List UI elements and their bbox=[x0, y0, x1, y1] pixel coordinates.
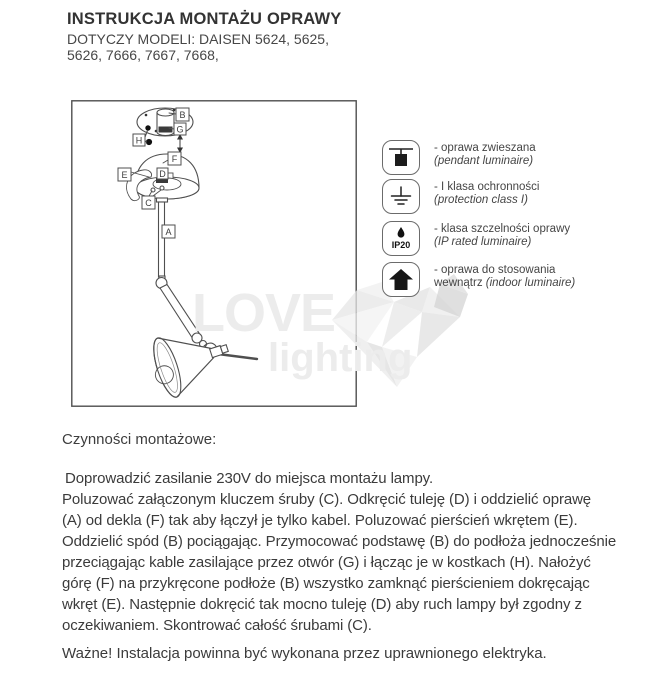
instruction-line: oczekiwaniem. Skontrować całość śrubami (C). bbox=[62, 617, 372, 634]
diagram-label-g bbox=[174, 123, 186, 135]
svg-text:H: H bbox=[135, 135, 143, 146]
diagram-label-b bbox=[176, 108, 189, 121]
svg-text:E: E bbox=[121, 170, 128, 180]
vertical-adjust-arrow bbox=[177, 134, 183, 153]
instruction-line: Poluzować załączonym kluczem śruby (C). Odkręcić tuleję (D) i oddzielić oprawę bbox=[62, 491, 592, 508]
svg-text:A: A bbox=[165, 227, 172, 237]
pendant-luminaire-icon bbox=[382, 140, 420, 175]
diagram-label-d bbox=[157, 168, 168, 179]
instruction-line: Doprowadzić zasilanie 230V do miejsca montażu lampy. bbox=[65, 470, 434, 487]
legend-label: - klasa szczelności oprawy bbox=[434, 223, 571, 235]
legend-row-ip-rating bbox=[382, 221, 570, 256]
page-title: INSTRUKCJA MONTAŻU OPRAWY bbox=[67, 10, 342, 28]
indoor-luminaire-icon bbox=[382, 262, 420, 297]
assembly-instructions bbox=[62, 468, 616, 636]
models-line-1: DOTYCZY MODELI: DAISEN 5624, 5625, bbox=[67, 31, 329, 47]
legend-sublabel: wewnątrz (indoor luminaire) bbox=[434, 277, 576, 289]
legend-label: - oprawa do stosowania bbox=[434, 264, 556, 276]
legend-row-indoor bbox=[382, 262, 575, 297]
watermark-love-text: LOVE bbox=[192, 283, 336, 343]
warning-text: Ważne! Instalacja powinna być wykonana przez uprawnionego elektryka. bbox=[62, 645, 547, 662]
instruction-line: (A) od dekla (F) tak aby łączył je tylko kabel. Poluzować pierścień wkrętem (E). bbox=[62, 512, 578, 529]
ip-rating-icon bbox=[382, 221, 420, 256]
diagram-label-h bbox=[133, 134, 145, 146]
diagram-label-a bbox=[162, 225, 175, 238]
legend-sublabel: (IP rated luminaire) bbox=[434, 236, 532, 248]
svg-text:G: G bbox=[176, 124, 184, 135]
watermark-lighting-text: lighting bbox=[268, 336, 413, 380]
diagram-label-e bbox=[118, 168, 131, 181]
section-heading: Czynności montażowe: bbox=[62, 431, 217, 448]
svg-text:C: C bbox=[145, 198, 152, 208]
instruction-line: górę (F) na przykręcone podłoże (B) wszystko zamknąć pierścieniem dokręcając bbox=[62, 575, 590, 592]
legend-label: - I klasa ochronności bbox=[434, 181, 540, 193]
instruction-line: wkręt (E). Następnie dokręcić tak mocno tuleję (D) aby ruch lampy był zgodny z bbox=[62, 596, 582, 613]
protection-class-1-icon bbox=[382, 179, 420, 214]
svg-text:F: F bbox=[171, 154, 178, 164]
svg-text:IP20: IP20 bbox=[391, 240, 411, 250]
diagram-label-c bbox=[142, 196, 155, 209]
svg-text:D: D bbox=[159, 169, 166, 179]
legend-row-pendant bbox=[382, 140, 536, 175]
instruction-line: Oddzielić spód (B) pociągając. Przymocować podstawę (B) do podłoża jednocześnie bbox=[62, 533, 617, 550]
legend-row-protection-class bbox=[382, 179, 539, 214]
svg-text:B: B bbox=[179, 110, 186, 120]
legend-sublabel: (protection class I) bbox=[434, 194, 528, 206]
diagram-label-f bbox=[168, 152, 181, 165]
models-line-2: 5626, 7666, 7667, 7668, bbox=[67, 47, 219, 63]
legend-sublabel: (pendant luminaire) bbox=[434, 155, 534, 167]
instruction-line: przeciągając kable zasilające przez otwór (G) i łącząc je w kostkach (H). Nałożyć bbox=[62, 554, 591, 571]
legend-label: - oprawa zwieszana bbox=[434, 142, 536, 154]
